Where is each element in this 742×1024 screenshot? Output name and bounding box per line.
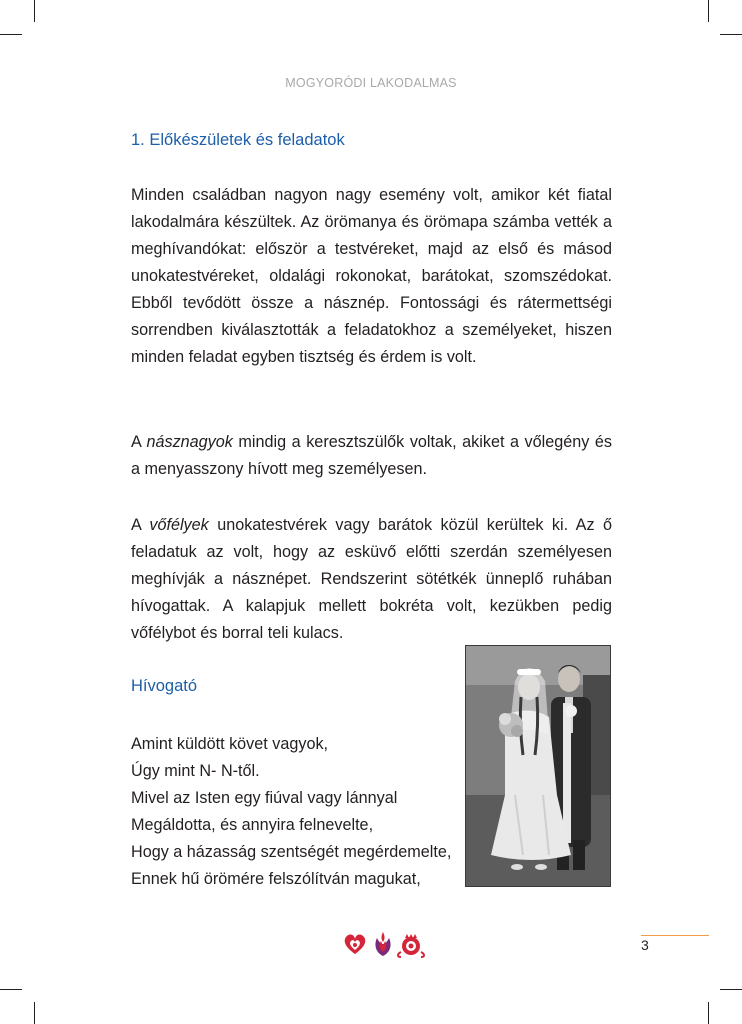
wedding-photo — [465, 645, 611, 887]
paragraph-intro: Minden családban nagyon nagy esemény volt, amikor két fiatal lakodalmára készültek. Az örömanya és örömapa számba vették a meghívandókat: először a testvéreket, majd az első és másod unokatestvéreket, oldalági rokonokat, barátokat, szomszédokat. Ebből tevődött össze a násznép. Fontossági és rátermettségi sorrendben kiválasztották a feladatokhoz a személyeket, hiszen minden feladat egyben tisztség és érdem is volt. — [131, 186, 612, 366]
paragraph-text: A — [131, 433, 147, 451]
page-number: 3 — [641, 937, 649, 953]
folk-ornaments — [341, 930, 433, 958]
tulip-ornament-icon — [375, 932, 390, 956]
crop-mark-bottom-left — [34, 1002, 35, 1024]
emphasis-term: vőfélyek — [149, 516, 209, 534]
crop-mark-bottom-left-h — [0, 989, 22, 990]
page-number-rule — [641, 935, 709, 936]
paragraph-text: unokatestvérek vagy barátok közül kerültek ki. Az ő feladatuk az volt, hogy az esküvő előtti szerdán személyesen meghívják a násznépet. Rendszerint sötétkék ünneplő ruhában hívogattak. A kalapjuk mellett bokréta volt, kezükben pedig vőfélybot és borral teli kulacs. — [131, 516, 612, 642]
poem-line: Úgy mint N- N-től. — [131, 762, 260, 780]
poem-line: Hogy a házasság szentségét megérdemelte, — [131, 843, 452, 861]
crop-mark-top-right-h — [720, 34, 742, 35]
poem-title: Hívogató — [131, 677, 198, 695]
paragraph-text: mindig a keresztszülők voltak, akiket a vőlegény és a menyasszony hívott meg személyesen. — [131, 433, 612, 478]
emphasis-term: násznagyok — [146, 433, 233, 451]
paragraph-text: A — [131, 516, 150, 534]
running-head: MOGYORÓDI LAKODALMAS — [285, 76, 457, 90]
heart-ornament-icon — [345, 935, 366, 954]
paragraph-nasznagyok — [131, 429, 612, 483]
crop-mark-top-left-h — [0, 34, 22, 35]
poem-line: Megáldotta, és annyira felnevelte, — [131, 816, 374, 834]
poem-line: Mivel az Isten egy fiúval vagy lánnyal — [131, 789, 398, 807]
poem-line: Amint küldött követ vagyok, — [131, 735, 329, 753]
crop-mark-bottom-right-h — [720, 989, 742, 990]
crop-mark-top-left — [34, 0, 35, 22]
crop-mark-top-right — [708, 0, 709, 22]
poem — [131, 731, 461, 893]
pomegranate-ornament-icon — [398, 934, 424, 957]
crop-mark-bottom-right — [708, 1002, 709, 1024]
paragraph-vofelyek — [131, 512, 612, 647]
section-title: 1. Előkészületek és feladatok — [131, 131, 345, 149]
poem-line: Ennek hű örömére felszólítván magukat, — [131, 870, 421, 888]
